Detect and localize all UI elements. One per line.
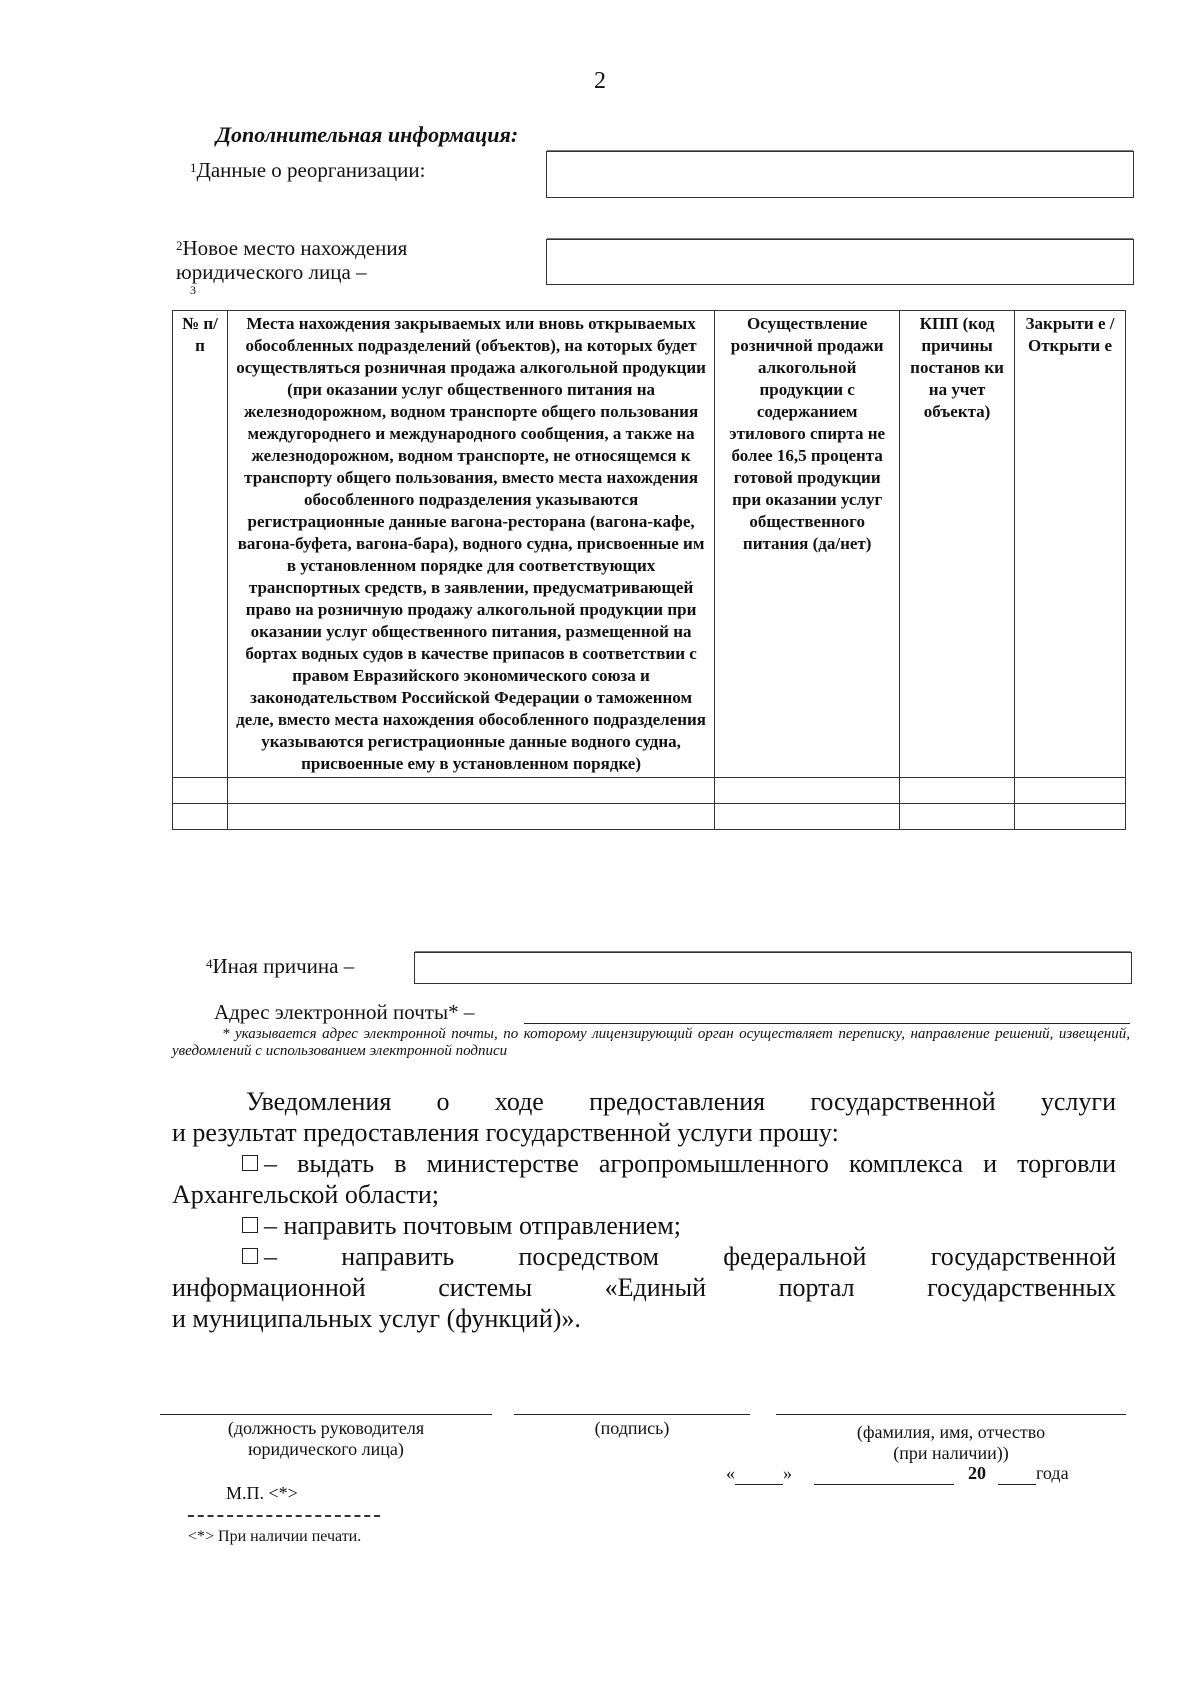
header-number: № п/п <box>173 311 228 778</box>
position-caption-line1: (должность руководителя <box>227 1418 425 1438</box>
table-cell[interactable] <box>900 778 1015 804</box>
other-reason-text: Иная причина – <box>212 954 355 978</box>
table-cell[interactable] <box>173 778 228 804</box>
option-portal-line1: – направить посредством федеральной государственной <box>264 1242 1116 1271</box>
email-footnote: * указывается адрес электронной почты, по которому лицензирующий орган осуществляет переписку, направление решений, извещений, уведомлений с использованием электронной подписи <box>172 1026 1130 1059</box>
table-row <box>173 804 1126 830</box>
name-line[interactable] <box>776 1414 1126 1415</box>
position-caption <box>160 1418 492 1460</box>
option-portal <box>172 1241 1116 1272</box>
stamp-label: М.П. <*> <box>226 1483 298 1503</box>
subdivisions-table <box>172 310 1126 830</box>
table-cell[interactable] <box>173 804 228 830</box>
year-prefix: 20 <box>968 1463 986 1483</box>
new-location-line1: Новое место нахождения <box>182 236 408 260</box>
option-post-text: – направить почтовым отправлением; <box>264 1211 681 1240</box>
new-location-line2: юридического лица – <box>176 260 367 284</box>
notifications-block <box>172 1086 1116 1334</box>
checkbox-office[interactable] <box>242 1155 258 1171</box>
reorg-input[interactable] <box>546 151 1134 198</box>
option-post <box>172 1210 1116 1241</box>
signature-caption: (подпись) <box>594 1418 670 1438</box>
table-row <box>173 778 1126 804</box>
footnote-marker-3: 3 <box>190 283 196 297</box>
other-reason-input[interactable] <box>414 952 1132 984</box>
year-field[interactable] <box>998 1462 1036 1485</box>
footnote-separator <box>188 1515 380 1517</box>
footnote-marker-2: 2 <box>176 238 183 253</box>
checkbox-portal[interactable] <box>242 1248 258 1264</box>
stamp-footnote: <*> При наличии печати. <box>188 1528 362 1545</box>
year-suffix: года <box>1036 1463 1069 1483</box>
header-status: Закрыти е / Открыти е <box>1015 311 1126 778</box>
date-quote-open: « <box>726 1463 735 1483</box>
checkbox-post[interactable] <box>242 1217 258 1233</box>
date-quote-close: » <box>783 1463 792 1483</box>
notifications-intro-line1: Уведомления о ходе предоставления государственной услуги <box>246 1087 1116 1116</box>
option-office <box>172 1148 1116 1179</box>
email-input-line[interactable] <box>524 1023 1130 1024</box>
name-caption <box>776 1422 1126 1464</box>
reorg-label-text: Данные о реорганизации: <box>196 158 426 182</box>
header-kpp: КПП (код причины постанов ки на учет объекта) <box>900 311 1015 778</box>
date-row <box>726 1462 1069 1485</box>
table-cell[interactable] <box>1015 778 1126 804</box>
option-portal-line2: информационной системы «Единый портал государственных <box>172 1273 1116 1302</box>
option-office-line2: Архангельской области; <box>172 1180 439 1209</box>
month-field[interactable] <box>814 1462 954 1485</box>
footnote-marker-1: 1 <box>190 160 197 175</box>
reorg-label <box>190 158 425 182</box>
name-caption-line1: (фамилия, имя, отчество <box>856 1422 1046 1442</box>
new-location-input[interactable] <box>546 239 1134 285</box>
position-caption-line2: юридического лица) <box>248 1439 404 1459</box>
table-cell[interactable] <box>900 804 1015 830</box>
email-label: Адрес электронной почты* – <box>214 1000 475 1024</box>
table-cell[interactable] <box>227 778 714 804</box>
option-office-line1: – выдать в министерстве агропромышленного комплекса и торговли <box>264 1149 1116 1178</box>
new-location-label <box>176 236 407 284</box>
table-header-row <box>173 311 1126 778</box>
additional-info-title: Дополнительная информация: <box>216 122 519 147</box>
header-sale: Осуществление розничной продажи алкогольной продукции с содержанием этилового спирта не более 16,5 процента готовой продукции при оказании услуг общественного питания (да/нет) <box>715 311 900 778</box>
notifications-intro-line2: и результат предоставления государственной услуги прошу: <box>172 1118 839 1147</box>
table-cell[interactable] <box>715 778 900 804</box>
signature-line[interactable] <box>514 1414 750 1415</box>
table-cell[interactable] <box>715 804 900 830</box>
header-location: Места нахождения закрываемых или вновь открываемых обособленных подразделений (объектов), на которых будет осуществляться розничная продажа алкогольной продукции (при оказании услуг общественного питания на железнодорожном, водном транспорте общего пользования междугороднего и международного сообщения, а также на железнодорожном, водном транспорте, не относящемся к транспорту общего пользования, вместо места нахождения обособленного подразделения указываются регистрационные данные вагона-ресторана (вагона-кафе, вагона-буфета, вагона-бара), водного судна, присвоенные им в установленном порядке для соответствующих транспортных средств, в заявлении, предусматривающей право на розничную продажу алкогольной продукции при оказании услуг общественного питания, размещенной на бортах водных судов в качестве припасов в соответствии с правом Евразийского экономического союза и законодательством Российской Федерации о таможенном деле, вместо места нахождения обособленного подразделения указываются регистрационные данные водного судна, присвоенные ему в установленном порядке) <box>227 311 714 778</box>
option-portal-line3: и муниципальных услуг (функций)». <box>172 1304 581 1333</box>
page-number: 2 <box>594 68 606 94</box>
other-reason-label <box>206 954 354 978</box>
table-cell[interactable] <box>227 804 714 830</box>
footnote-marker-4: 4 <box>206 956 213 971</box>
position-line[interactable] <box>160 1414 492 1415</box>
name-caption-line2: (при наличии)) <box>893 1443 1009 1463</box>
table-cell[interactable] <box>1015 804 1126 830</box>
day-field[interactable] <box>735 1462 783 1485</box>
